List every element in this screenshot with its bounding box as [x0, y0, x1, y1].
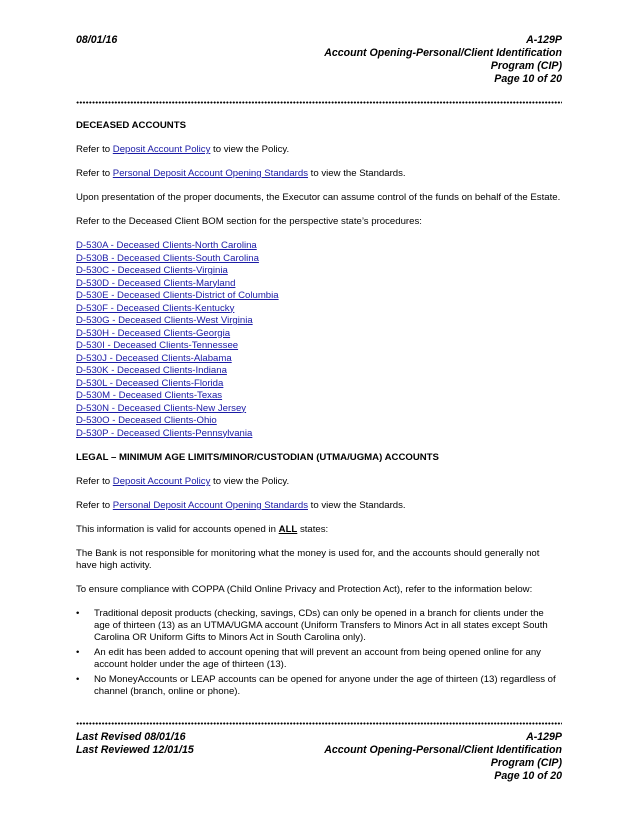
monitoring-paragraph: The Bank is not responsible for monitoring what the money is used for, and the accounts should generally not have high activity.	[76, 548, 540, 571]
deceased-clients-link-wv[interactable]: D-530G - Deceased Clients-West Virginia	[76, 315, 253, 326]
deceased-clients-link-pa[interactable]: D-530P - Deceased Clients-Pennsylvania	[76, 427, 253, 439]
bom-section-paragraph: Refer to the Deceased Client BOM section for the perspective state’s procedures:	[76, 216, 422, 227]
header-page-number: Page 10 of 20	[494, 73, 562, 85]
section-heading-deceased: DECEASED ACCOUNTS	[76, 120, 186, 131]
header-title-line2: Program (CIP)	[490, 60, 562, 72]
text: This information is valid for accounts opened in	[76, 524, 279, 535]
deceased-policy-paragraph	[76, 144, 562, 156]
deceased-clients-link-dc[interactable]: D-530E - Deceased Clients-District of Columbia	[76, 290, 279, 301]
list-item	[76, 647, 562, 671]
personal-deposit-standards-link[interactable]: Personal Deposit Account Opening Standards	[112, 168, 308, 179]
deceased-clients-link-nc[interactable]: D-530A - Deceased Clients-North Carolina	[76, 240, 257, 251]
bullet-text: Traditional deposit products (checking, savings, CDs) can only be opened in a branch for clients under the age of thirteen (13) as an UTMA/UGMA account (Uniform Transfers to Minors Act in all states except South Carolina OR Uniform Gifts to Minors Act in South Carolina only).	[94, 608, 548, 643]
text: Refer to	[76, 500, 113, 511]
list-item	[76, 608, 562, 644]
bullet-icon: •	[76, 674, 80, 685]
footer-left-block	[76, 731, 194, 757]
bullet-text: No MoneyAccounts or LEAP accounts can be opened for anyone under the age of thirteen (13) regardless of channel (branch, online or phone).	[94, 674, 556, 697]
deposit-account-policy-link[interactable]: Deposit Account Policy	[112, 144, 211, 155]
footer-title-line2: Program (CIP)	[490, 757, 562, 769]
coppa-paragraph: To ensure compliance with COPPA (Child Online Privacy and Protection Act), refer to the information below:	[76, 584, 533, 595]
footer-last-reviewed: Last Reviewed 12/01/15	[76, 744, 194, 756]
header-dotted-rule	[76, 101, 562, 104]
deceased-standards-paragraph	[76, 168, 562, 180]
text: to view the Standards.	[308, 500, 406, 511]
footer-last-revised: Last Revised 08/01/16	[76, 731, 186, 743]
text: to view the Policy.	[210, 476, 290, 487]
deceased-clients-link-md[interactable]: D-530D - Deceased Clients-Maryland	[76, 277, 236, 289]
deceased-clients-link-tn[interactable]: D-530I - Deceased Clients-Tennessee	[76, 340, 239, 351]
footer-right-block	[324, 731, 562, 783]
text: Refer to	[76, 476, 113, 487]
footer-doc-id: A-129P	[526, 731, 562, 743]
list-item	[76, 674, 562, 698]
footer-page-number: Page 10 of 20	[494, 770, 562, 782]
document-body	[76, 120, 562, 701]
deceased-clients-link-sc[interactable]: D-530B - Deceased Clients-South Carolina	[76, 252, 259, 264]
deceased-clients-link-fl[interactable]: D-530L - Deceased Clients-Florida	[76, 377, 224, 389]
deceased-clients-link-nj[interactable]: D-530N - Deceased Clients-New Jersey	[76, 402, 247, 414]
coppa-bullet-list	[76, 608, 562, 698]
legal-standards-paragraph	[76, 500, 562, 512]
header-right-block	[324, 34, 562, 86]
deceased-clients-link-ga[interactable]: D-530H - Deceased Clients-Georgia	[76, 327, 231, 339]
deceased-clients-link-tx[interactable]: D-530M - Deceased Clients-Texas	[76, 390, 223, 401]
text: to view the Policy.	[210, 144, 290, 155]
bullet-icon: •	[76, 647, 80, 658]
executor-paragraph: Upon presentation of the proper documents, the Executor can assume control of the funds on behalf of the Estate.	[76, 192, 561, 203]
page-footer	[76, 731, 562, 791]
personal-deposit-standards-link-2[interactable]: Personal Deposit Account Opening Standards	[112, 500, 308, 511]
all-emphasis: ALL	[278, 524, 298, 535]
header-date: 08/01/16	[76, 34, 118, 46]
legal-policy-paragraph	[76, 476, 562, 488]
bullet-icon: •	[76, 608, 80, 619]
deceased-clients-link-oh[interactable]: D-530O - Deceased Clients-Ohio	[76, 415, 217, 426]
header-title-line1: Account Opening-Personal/Client Identification	[324, 47, 562, 59]
bullet-text: An edit has been added to account opening that will prevent an account from being opened online for any account holder under the age of thirteen (13).	[94, 647, 541, 670]
text: Refer to	[76, 144, 113, 155]
deceased-clients-link-in[interactable]: D-530K - Deceased Clients-Indiana	[76, 365, 227, 376]
header-doc-id: A-129P	[526, 34, 562, 46]
deceased-clients-link-al[interactable]: D-530J - Deceased Clients-Alabama	[76, 352, 232, 364]
section-heading-legal: LEGAL – MINIMUM AGE LIMITS/MINOR/CUSTODIAN (UTMA/UGMA) ACCOUNTS	[76, 452, 439, 463]
deposit-account-policy-link-2[interactable]: Deposit Account Policy	[112, 476, 211, 487]
all-states-paragraph	[76, 524, 562, 536]
deceased-clients-link-list	[76, 240, 562, 440]
text: states:	[297, 524, 329, 535]
deceased-clients-link-va[interactable]: D-530C - Deceased Clients-Virginia	[76, 265, 228, 276]
text: Refer to	[76, 168, 113, 179]
footer-dotted-rule	[76, 722, 562, 725]
deceased-clients-link-ky[interactable]: D-530F - Deceased Clients-Kentucky	[76, 302, 235, 314]
text: to view the Standards.	[308, 168, 406, 179]
footer-title-line1: Account Opening-Personal/Client Identification	[324, 744, 562, 756]
page-header	[76, 34, 562, 94]
